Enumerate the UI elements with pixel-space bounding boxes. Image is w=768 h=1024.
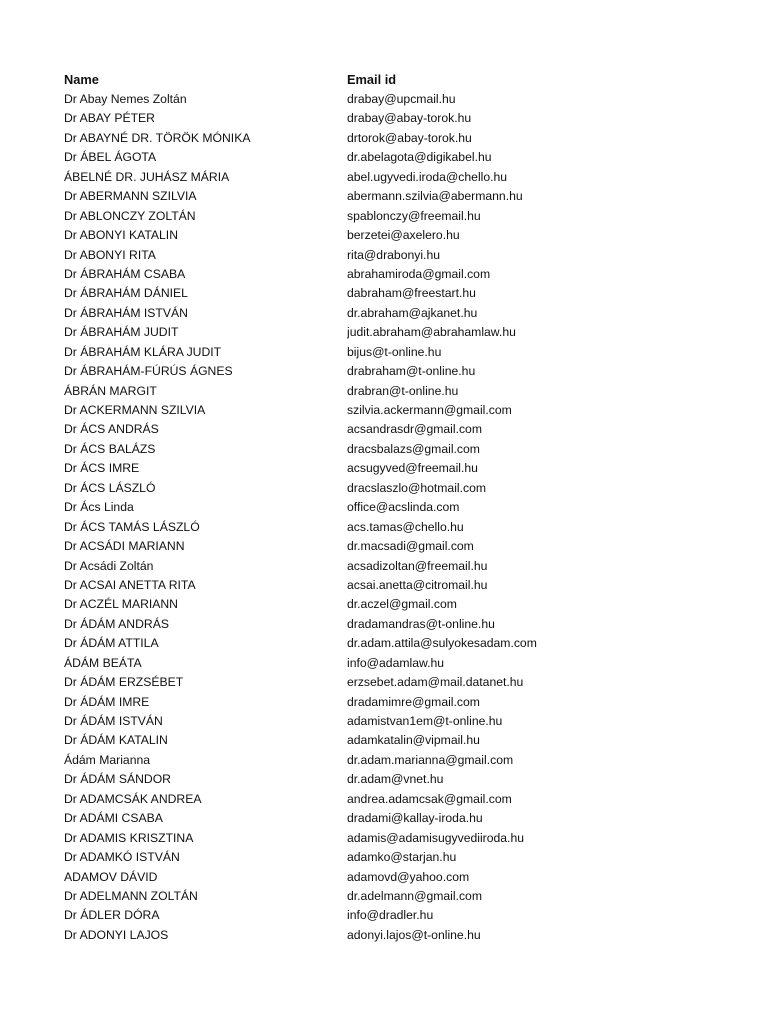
contact-email: dr.adam.marianna@gmail.com bbox=[347, 752, 514, 767]
contact-email: drabran@t-online.hu bbox=[347, 383, 459, 398]
contact-name: Dr ÁCS TAMÁS LÁSZLÓ bbox=[64, 519, 200, 534]
contact-name: Dr ÁBRAHÁM-FÚRÚS ÁGNES bbox=[64, 364, 233, 379]
table-row bbox=[64, 226, 704, 245]
contact-name: ÁBELNÉ DR. JUHÁSZ MÁRIA bbox=[64, 169, 230, 184]
table-row bbox=[64, 829, 704, 848]
contact-email: info@dradler.hu bbox=[347, 908, 434, 923]
contact-name: Dr ABAY PÉTER bbox=[64, 111, 155, 126]
table-row bbox=[64, 654, 704, 673]
table-row bbox=[64, 479, 704, 498]
contact-name: Dr ACSAI ANETTA RITA bbox=[64, 577, 196, 592]
contact-email: drtorok@abay-torok.hu bbox=[347, 130, 472, 145]
contact-email: dradamandras@t-online.hu bbox=[347, 616, 495, 631]
contact-email: dr.abelagota@digikabel.hu bbox=[347, 150, 492, 165]
table-row bbox=[64, 265, 704, 284]
contact-name: ADAMOV DÁVID bbox=[64, 869, 158, 884]
contact-name: Dr ÁDÁM ATTILA bbox=[64, 636, 159, 651]
contact-name: Dr ABERMANN SZILVIA bbox=[64, 189, 197, 204]
table-row bbox=[64, 906, 704, 925]
contact-name: Dr ADAMCSÁK ANDREA bbox=[64, 791, 202, 806]
email-column-header: Email id bbox=[347, 72, 397, 87]
table-row bbox=[64, 926, 704, 945]
contact-email: adamis@adamisugyvediiroda.hu bbox=[347, 830, 524, 845]
table-row bbox=[64, 518, 704, 537]
table-row bbox=[64, 712, 704, 731]
table-row bbox=[64, 440, 704, 459]
contact-email: dr.aczel@gmail.com bbox=[347, 597, 457, 612]
table-row bbox=[64, 557, 704, 576]
table-row bbox=[64, 868, 704, 887]
contact-email: adonyi.lajos@t-online.hu bbox=[347, 927, 481, 942]
table-row bbox=[64, 751, 704, 770]
contact-name: Dr Ács Linda bbox=[64, 500, 134, 515]
contact-name: Dr ÁCS BALÁZS bbox=[64, 441, 156, 456]
table-row bbox=[64, 634, 704, 653]
table-row bbox=[64, 362, 704, 381]
table-body bbox=[64, 90, 704, 945]
contact-email: dr.adam@vnet.hu bbox=[347, 772, 444, 787]
table-row bbox=[64, 615, 704, 634]
table-row bbox=[64, 401, 704, 420]
table-row bbox=[64, 731, 704, 750]
contact-name: Dr ACZÉL MARIANN bbox=[64, 597, 178, 612]
table-row bbox=[64, 246, 704, 265]
contact-email: acsadizoltan@freemail.hu bbox=[347, 558, 488, 573]
contact-name: Dr ÁBRAHÁM JUDIT bbox=[64, 325, 179, 340]
contact-email: info@adamlaw.hu bbox=[347, 655, 445, 670]
contact-name: Dr ÁBRAHÁM KLÁRA JUDIT bbox=[64, 344, 222, 359]
contact-email: acsugyved@freemail.hu bbox=[347, 461, 478, 476]
contact-email: dradami@kallay-iroda.hu bbox=[347, 811, 483, 826]
table-row bbox=[64, 459, 704, 478]
contact-email: szilvia.ackermann@gmail.com bbox=[347, 403, 512, 417]
contact-email: bijus@t-online.hu bbox=[347, 344, 442, 359]
name-column-header: Name bbox=[64, 72, 99, 87]
table-row bbox=[64, 284, 704, 303]
contact-email: adamkatalin@vipmail.hu bbox=[347, 733, 480, 748]
contact-name: Dr ACKERMANN SZILVIA bbox=[64, 403, 206, 417]
contact-name: Dr ÁCS LÁSZLÓ bbox=[64, 480, 156, 495]
contact-table bbox=[64, 69, 704, 945]
contact-email: dabraham@freestart.hu bbox=[347, 286, 476, 301]
contact-email: adamko@starjan.hu bbox=[347, 850, 457, 865]
contact-email: adamovd@yahoo.com bbox=[347, 869, 470, 884]
contact-email: dracslaszlo@hotmail.com bbox=[347, 480, 487, 495]
contact-email: judit.abraham@abrahamlaw.hu bbox=[347, 325, 516, 340]
contact-name: Dr ÁDÁM SÁNDOR bbox=[64, 772, 171, 787]
contact-name: Dr ABONYI RITA bbox=[64, 247, 156, 262]
contact-name: Dr ÁDÁM KATALIN bbox=[64, 733, 168, 748]
contact-name: Dr ÁDÁM ISTVÁN bbox=[64, 714, 163, 728]
contact-name: Dr ÁBRAHÁM CSABA bbox=[64, 266, 186, 281]
contact-email: office@acslinda.com bbox=[347, 500, 460, 515]
table-row bbox=[64, 420, 704, 439]
table-row bbox=[64, 595, 704, 614]
contact-name: Dr ADAMKÓ ISTVÁN bbox=[64, 850, 180, 865]
contact-email: rita@drabonyi.hu bbox=[347, 247, 440, 262]
table-row bbox=[64, 576, 704, 595]
contact-name: Dr ABONYI KATALIN bbox=[64, 228, 178, 243]
table-row bbox=[64, 343, 704, 362]
contact-name: Dr ADAMIS KRISZTINA bbox=[64, 830, 194, 845]
contact-name: Dr ABLONCZY ZOLTÁN bbox=[64, 208, 196, 223]
contact-name: ÁDÁM BEÁTA bbox=[64, 655, 142, 670]
table-row bbox=[64, 109, 704, 128]
contact-email: dr.abraham@ajkanet.hu bbox=[347, 305, 478, 320]
contact-email: drabraham@t-online.hu bbox=[347, 364, 476, 379]
contact-email: drabay@upcmail.hu bbox=[347, 92, 456, 106]
contact-name: Dr ADELMANN ZOLTÁN bbox=[64, 888, 198, 903]
contact-name: Dr ÁBEL ÁGOTA bbox=[64, 150, 157, 165]
contact-name: Dr ÁDÁM ANDRÁS bbox=[64, 616, 169, 631]
table-row bbox=[64, 693, 704, 712]
contact-name: Dr ABAYNÉ DR. TÖRÖK MÓNIKA bbox=[64, 130, 251, 145]
contact-name: Dr ÁBRAHÁM DÁNIEL bbox=[64, 286, 188, 301]
table-row bbox=[64, 168, 704, 187]
table-header bbox=[64, 69, 704, 90]
table-row bbox=[64, 187, 704, 206]
contact-email: acsandrasdr@gmail.com bbox=[347, 422, 482, 437]
contact-name: Dr ÁDLER DÓRA bbox=[64, 908, 160, 923]
table-row bbox=[64, 809, 704, 828]
contact-email: abrahamiroda@gmail.com bbox=[347, 266, 491, 281]
contact-name: Dr ÁCS IMRE bbox=[64, 461, 140, 476]
contact-email: dracsbalazs@gmail.com bbox=[347, 441, 480, 456]
table-row bbox=[64, 382, 704, 401]
table-row bbox=[64, 323, 704, 342]
contact-email: acs.tamas@chello.hu bbox=[347, 519, 464, 534]
contact-email: berzetei@axelero.hu bbox=[347, 228, 460, 243]
contact-name: Dr ADÁMI CSABA bbox=[64, 811, 163, 826]
contact-email: abel.ugyvedi.iroda@chello.hu bbox=[347, 169, 508, 184]
contact-email: erzsebet.adam@mail.datanet.hu bbox=[347, 675, 524, 690]
table-row bbox=[64, 304, 704, 323]
table-row bbox=[64, 207, 704, 226]
table-row bbox=[64, 673, 704, 692]
contact-name: Ádám Marianna bbox=[64, 752, 151, 767]
contact-name: Dr Abay Nemes Zoltán bbox=[64, 92, 187, 106]
contact-email: acsai.anetta@citromail.hu bbox=[347, 577, 488, 592]
contact-email: spablonczy@freemail.hu bbox=[347, 208, 481, 223]
contact-name: Dr ACSÁDI MARIANN bbox=[64, 539, 185, 554]
contact-email: adamistvan1em@t-online.hu bbox=[347, 714, 503, 728]
contact-name: Dr ÁCS ANDRÁS bbox=[64, 422, 159, 437]
contact-name: Dr ADONYI LAJOS bbox=[64, 927, 169, 942]
contact-name: Dr ÁDÁM IMRE bbox=[64, 694, 150, 709]
table-row bbox=[64, 148, 704, 167]
table-row bbox=[64, 790, 704, 809]
table-row bbox=[64, 848, 704, 867]
contact-name: Dr Acsádi Zoltán bbox=[64, 558, 154, 573]
contact-email: andrea.adamcsak@gmail.com bbox=[347, 791, 512, 806]
contact-name: Dr ÁDÁM ERZSÉBET bbox=[64, 675, 184, 690]
contact-name: Dr ÁBRAHÁM ISTVÁN bbox=[64, 305, 188, 320]
table-row bbox=[64, 90, 704, 109]
contact-email: dradamimre@gmail.com bbox=[347, 694, 480, 709]
contact-email: dr.adam.attila@sulyokesadam.com bbox=[347, 636, 537, 651]
contact-email: drabay@abay-torok.hu bbox=[347, 111, 472, 126]
contact-email: dr.macsadi@gmail.com bbox=[347, 539, 474, 554]
contact-email: dr.adelmann@gmail.com bbox=[347, 888, 482, 903]
table-row bbox=[64, 887, 704, 906]
table-row bbox=[64, 498, 704, 517]
contact-email: abermann.szilvia@abermann.hu bbox=[347, 189, 523, 204]
table-row bbox=[64, 537, 704, 556]
table-row bbox=[64, 770, 704, 789]
contact-name: ÁBRÁN MARGIT bbox=[64, 383, 157, 398]
table-row bbox=[64, 129, 704, 148]
